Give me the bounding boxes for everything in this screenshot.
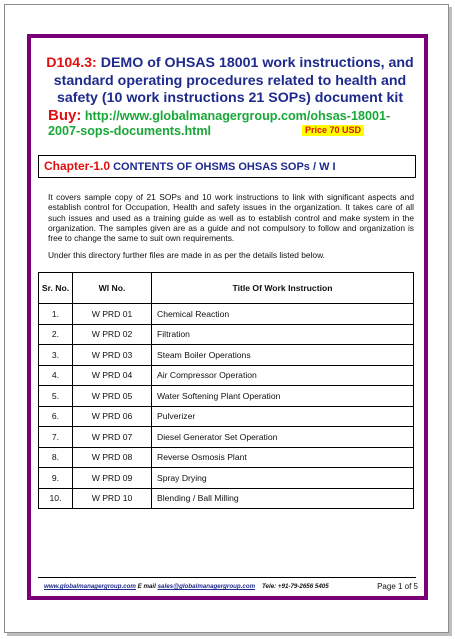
row-title: Chemical Reaction [152,304,414,325]
row-sr: 2. [39,324,73,345]
table-row [39,324,414,345]
row-sr: 8. [39,447,73,468]
work-instruction-table [38,272,414,509]
row-sr: 3. [39,345,73,366]
document-title-block [40,55,420,108]
row-title: Air Compressor Operation [152,365,414,386]
footer-telephone: Tele: +91-79-2656 5405 [262,583,329,590]
chapter-number: Chapter-1.0 [44,159,111,173]
row-title: Steam Boiler Operations [152,345,414,366]
row-sr: 10. [39,488,73,509]
table-row [39,386,414,407]
footer-email-link[interactable]: sales@globalmanagergroup.com [157,583,256,590]
row-title: Diesel Generator Set Operation [152,427,414,448]
footer-email-label: E mail [137,583,156,590]
row-wi: W PRD 03 [73,345,152,366]
row-title: Filtration [152,324,414,345]
row-sr: 1. [39,304,73,325]
page-number: Page 1 of 5 [377,582,418,591]
table-row [39,488,414,509]
header-title: Title Of Work Instruction [152,273,414,304]
header-sr-no: Sr. No. [39,273,73,304]
header-wi-no: WI No. [73,273,152,304]
row-wi: W PRD 07 [73,427,152,448]
footer-website-link[interactable]: www.globalmanagergroup.com [44,583,136,590]
row-wi: W PRD 02 [73,324,152,345]
row-wi: W PRD 09 [73,468,152,489]
intro-paragraph: It covers sample copy of 21 SOPs and 10 work instructions to link with significant aspects and establish control for Occupation, Health and safety issues in the organization. It takes care of all such issues and used as a training guide as well as to establish control and make system in the organization. The samples given are as a guide and not compulsory to follow and organization is free to change the same to suit own requirements. [48,192,414,244]
table-row [39,304,414,325]
row-sr: 7. [39,427,73,448]
row-title: Reverse Osmosis Plant [152,447,414,468]
table-row [39,406,414,427]
buy-label: Buy: [48,107,82,124]
footer [44,583,418,590]
row-wi: W PRD 08 [73,447,152,468]
row-sr: 4. [39,365,73,386]
row-wi: W PRD 04 [73,365,152,386]
row-sr: 5. [39,386,73,407]
row-title: Blending / Ball Milling [152,488,414,509]
table-row [39,345,414,366]
document-title: DEMO of OHSAS 18001 work instructions, and standard operating procedures related to health and safety (10 work instructions 21 SOPs) document kit [53,55,414,106]
buy-block [48,108,420,139]
row-wi: W PRD 06 [73,406,152,427]
row-wi: W PRD 05 [73,386,152,407]
table-row [39,427,414,448]
row-title: Spray Drying [152,468,414,489]
directory-paragraph: Under this directory further files are made in as per the details listed below. [48,250,325,260]
price-badge: Price 70 USD [302,125,364,136]
footer-divider [38,577,416,578]
document-code: D104.3: [46,55,97,71]
table-row [39,468,414,489]
row-wi: W PRD 10 [73,488,152,509]
buy-link[interactable]: http://www.globalmanagergroup.com/ohsas-18001-2007-sops-documents.html [48,109,391,138]
chapter-heading [38,155,416,178]
chapter-title: CONTENTS OF OHSMS OHSAS SOPs / W I [113,161,336,173]
row-sr: 9. [39,468,73,489]
row-title: Water Softening Plant Operation [152,386,414,407]
table-header-row [39,273,414,304]
table-row [39,365,414,386]
row-title: Pulverizer [152,406,414,427]
row-wi: W PRD 01 [73,304,152,325]
table-row [39,447,414,468]
row-sr: 6. [39,406,73,427]
